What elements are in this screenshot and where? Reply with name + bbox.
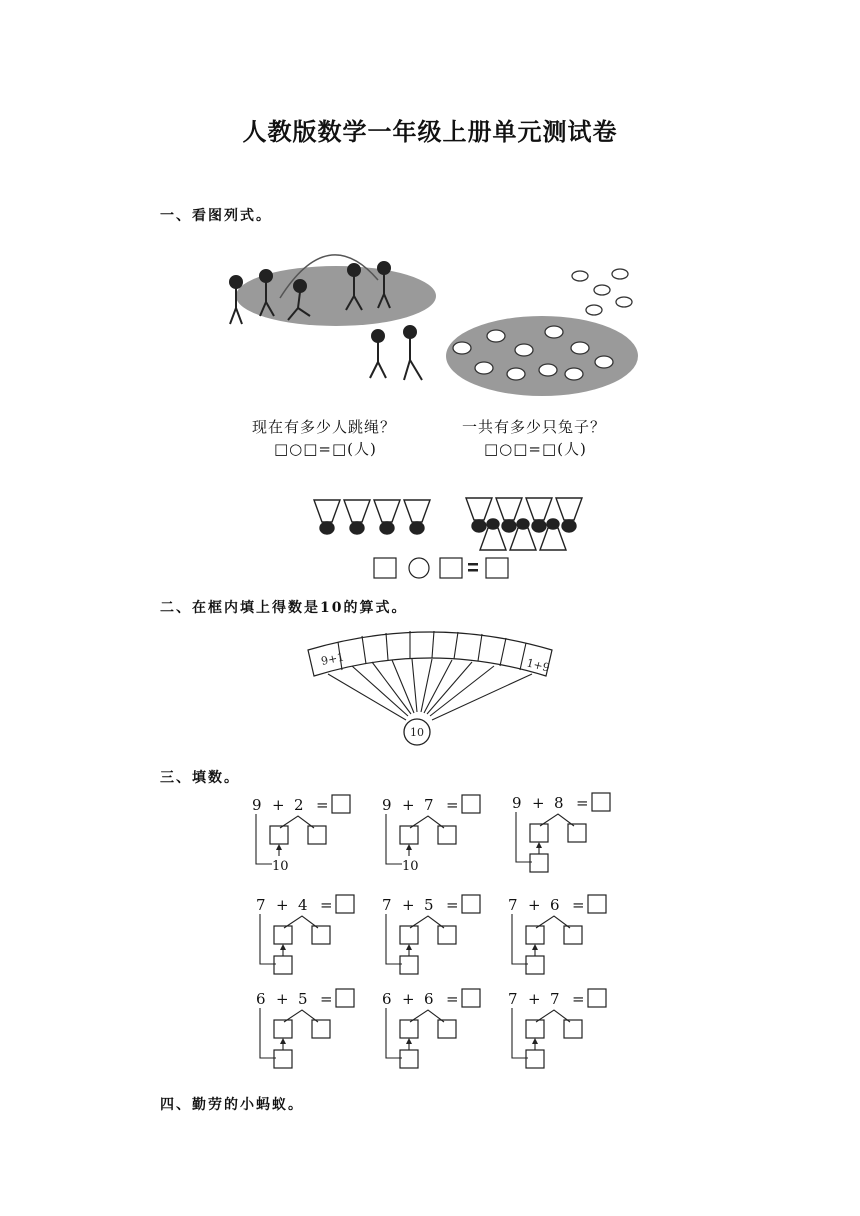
equation-op: +: [272, 796, 285, 814]
part-box-right[interactable]: [312, 926, 330, 944]
part-box-right[interactable]: [308, 826, 326, 844]
equation-a: 6: [256, 990, 266, 1008]
ten-answer-box[interactable]: [526, 1050, 544, 1068]
part-box-right[interactable]: [564, 926, 582, 944]
section-3-heading: 三、填数。: [160, 770, 240, 786]
fill-number-grid: [240, 790, 620, 1080]
equation-b: 7: [424, 796, 434, 814]
equation-item: [508, 895, 606, 974]
section-4-heading: 四、勤劳的小蚂蚁。: [160, 1097, 304, 1113]
page-title: 人教版数学一年级上册单元测试卷: [242, 117, 618, 146]
ten-answer-box[interactable]: [274, 956, 292, 974]
part-box-left[interactable]: [270, 826, 288, 844]
equation-eq: =: [320, 990, 333, 1008]
sum-answer-box[interactable]: [336, 895, 354, 913]
equation-item: [252, 795, 350, 874]
equation-b: 4: [298, 896, 308, 914]
fan-center-label: 10: [410, 726, 424, 739]
arrow-head: [406, 944, 412, 950]
jump-rope-formula: □○□=□(人): [274, 440, 377, 458]
equation-eq: =: [446, 990, 459, 1008]
equation-item: [382, 795, 480, 874]
part-box-right[interactable]: [438, 926, 456, 944]
equation-b: 5: [424, 896, 434, 914]
equation-op: +: [276, 990, 289, 1008]
equation-item: [256, 895, 354, 974]
equation-op: +: [276, 896, 289, 914]
jump-rope-question: 现在有多少人跳绳？: [252, 418, 397, 436]
ten-hint-label: 10: [402, 859, 419, 874]
arrow-head: [280, 944, 286, 950]
equation-op: +: [528, 896, 541, 914]
part-box-left[interactable]: [526, 1020, 544, 1038]
rabbits-illustration: [444, 262, 640, 402]
shuttlecocks-illustration: [310, 494, 600, 556]
arrow-head: [406, 1038, 412, 1044]
ten-answer-box[interactable]: [400, 956, 418, 974]
shuttlecock-answer-row: [370, 556, 514, 582]
answer-box[interactable]: [440, 558, 462, 578]
fan-left-label: 9+1: [319, 650, 346, 668]
ten-answer-box[interactable]: [400, 1050, 418, 1068]
sum-answer-box[interactable]: [332, 795, 350, 813]
rabbits-question: 一共有多少只兔子？: [462, 418, 607, 436]
part-box-right[interactable]: [564, 1020, 582, 1038]
equation-op: +: [402, 796, 415, 814]
jump-rope-illustration: [218, 240, 440, 400]
equation-a: 9: [512, 794, 522, 812]
equation-eq: =: [572, 896, 585, 914]
part-box-left[interactable]: [400, 1020, 418, 1038]
equation-a: 9: [382, 796, 392, 814]
equation-b: 5: [298, 990, 308, 1008]
fan-diagram: [300, 628, 560, 752]
equation-eq: =: [446, 796, 459, 814]
part-box-right[interactable]: [438, 826, 456, 844]
ten-hint-label: 10: [272, 859, 289, 874]
equation-eq: =: [320, 896, 333, 914]
equation-eq: =: [576, 794, 589, 812]
part-box-right[interactable]: [568, 824, 586, 842]
part-box-left[interactable]: [530, 824, 548, 842]
rabbits-formula: □○□=□(人): [484, 440, 587, 458]
answer-box[interactable]: [374, 558, 396, 578]
section-1-heading: 一、看图列式。: [160, 208, 272, 224]
equation-a: 7: [382, 896, 392, 914]
ten-answer-box[interactable]: [274, 1050, 292, 1068]
equation-a: 7: [256, 896, 266, 914]
arrow-head: [532, 1038, 538, 1044]
fan-right-label: 1+9: [525, 656, 551, 675]
sum-answer-box[interactable]: [462, 895, 480, 913]
sum-answer-box[interactable]: [592, 793, 610, 811]
operator-circle[interactable]: [409, 558, 429, 578]
equation-a: 7: [508, 990, 518, 1008]
equation-b: 8: [554, 794, 564, 812]
equation-op: +: [402, 896, 415, 914]
arrow-head: [532, 944, 538, 950]
part-box-right[interactable]: [312, 1020, 330, 1038]
ten-answer-box[interactable]: [530, 854, 548, 872]
arrow-head: [280, 1038, 286, 1044]
equation-eq: =: [446, 896, 459, 914]
arrow-head: [276, 844, 282, 850]
arrow-head: [536, 842, 542, 848]
equation-op: +: [532, 794, 545, 812]
equation-b: 6: [424, 990, 434, 1008]
equation-item: [256, 989, 354, 1068]
sum-answer-box[interactable]: [462, 795, 480, 813]
equation-item: [382, 895, 480, 974]
section-2-heading: 二、在框内填上得数是10的算式。: [160, 600, 408, 616]
equation-eq: =: [572, 990, 585, 1008]
equation-b: 6: [550, 896, 560, 914]
equation-item: [512, 793, 610, 872]
equation-item: [508, 989, 606, 1068]
part-box-left[interactable]: [526, 926, 544, 944]
part-box-left[interactable]: [274, 1020, 292, 1038]
part-box-left[interactable]: [400, 826, 418, 844]
sum-answer-box[interactable]: [588, 895, 606, 913]
arrow-head: [406, 844, 412, 850]
part-box-right[interactable]: [438, 1020, 456, 1038]
part-box-left[interactable]: [274, 926, 292, 944]
equation-a: 7: [508, 896, 518, 914]
equation-a: 6: [382, 990, 392, 1008]
equation-b: 7: [550, 990, 560, 1008]
equation-a: 9: [252, 796, 262, 814]
part-box-left[interactable]: [400, 926, 418, 944]
equation-op: +: [528, 990, 541, 1008]
ten-answer-box[interactable]: [526, 956, 544, 974]
equation-b: 2: [294, 796, 304, 814]
answer-box[interactable]: [486, 558, 508, 578]
sum-answer-box[interactable]: [336, 989, 354, 1007]
sum-answer-box[interactable]: [462, 989, 480, 1007]
equation-op: +: [402, 990, 415, 1008]
equation-eq: =: [316, 796, 329, 814]
sum-answer-box[interactable]: [588, 989, 606, 1007]
equation-item: [382, 989, 480, 1068]
